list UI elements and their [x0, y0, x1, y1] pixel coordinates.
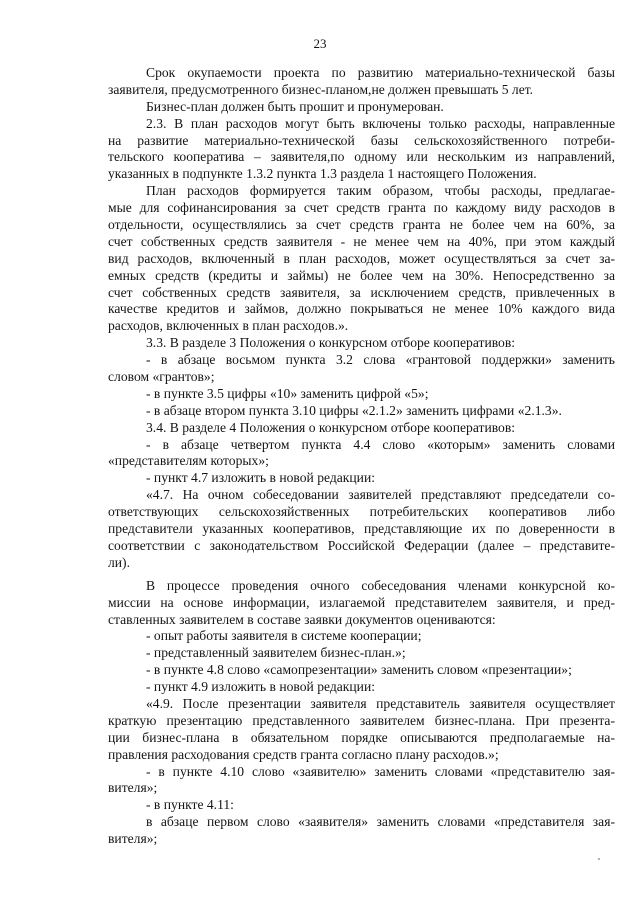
text-line: 3.4. В разделе 4 Положения о конкурсном отборе кооперативов:: [146, 419, 516, 435]
text-line: В процессе проведения очного собеседования членами конкурсной ко-: [146, 577, 615, 593]
text-line: словом «грантов»;: [108, 369, 215, 385]
text-line: - в пункте 3.5 цифры «10» заменить цифрой «5»;: [146, 385, 429, 401]
text-line: ставленных заявителем в составе заявки документов оцениваются:: [108, 611, 496, 627]
text-line: - в абзаце втором пункта 3.10 цифры «2.1.2» заменить цифрами «2.1.3».: [146, 402, 562, 418]
text-line: «4.9. После презентации заявителя представитель заявителя осуществляет: [146, 695, 615, 711]
text-line: ли).: [108, 554, 130, 570]
text-line: Бизнес-план должен быть прошит и пронумерован.: [146, 98, 444, 114]
text-line: ции бизнес-плана в обязательном порядке описываются предполагаемые на-: [108, 729, 615, 745]
text-line: «4.7. На очном собеседовании заявителей представляют председатели со-: [146, 487, 615, 503]
text-line: - пункт 4.7 изложить в новой редакции:: [146, 470, 376, 486]
text-line: миссии на основе информации, излагаемой представителем заявителя, и пред-: [108, 594, 615, 610]
text-line: емных средств (кредиты и займы) не более чем на 30%. Непосредственно за: [108, 267, 615, 283]
text-line: ответствующих сельскохозяйственных потребительских кооперативов либо: [108, 504, 615, 520]
text-line: вителя»;: [108, 780, 158, 796]
text-line: счет собственных средств заявителя - не менее чем на 40%, при этом каждый: [108, 233, 615, 249]
text-line: - в пункте 4.10 слово «заявителю» заменить словами «представителю зая-: [146, 763, 615, 779]
text-line: краткую презентацию представленного заявителем бизнес-плана. При презента-: [108, 712, 615, 728]
text-line: вителя»;: [108, 831, 158, 847]
text-line: План расходов формируется таким образом, чтобы расходы, предлагае-: [146, 183, 615, 199]
text-line: заявителя, предусмотренного бизнес-планом,не должен превышать 5 лет.: [108, 81, 534, 97]
text-line: в абзаце первом слово «заявителя» заменить словами «представителя зая-: [146, 814, 615, 830]
text-line: расходов, включенных в план расходов.».: [108, 318, 349, 334]
text-line: - представленный заявителем бизнес-план.»;: [146, 645, 406, 661]
text-line: Срок окупаемости проекта по развитию материально-технической базы: [146, 65, 615, 80]
text-line: тельского кооператива – заявителя,по одному или нескольким из направлений,: [108, 149, 615, 165]
text-line: - в абзаце восьмом пункта 3.2 слова «грантовой поддержки» заменить: [146, 352, 615, 368]
text-line: - в пункте 4.11:: [146, 797, 234, 813]
text-line: счет собственных средств заявителя, за исключением средств, привлеченных в: [108, 284, 615, 300]
scan-speck: [598, 858, 600, 860]
text-line: отдельности, осуществлялись за счет средств гранта не более чем на 60%, за: [108, 217, 615, 233]
text-line: вид расходов, включенный в план расходов, может осуществляться за счет за-: [108, 250, 615, 266]
text-line: на развитие материально-технической базы сельскохозяйственного потреби-: [108, 132, 615, 148]
text-line: - в абзаце четвертом пункта 4.4 слово «которым» заменить словами: [146, 436, 615, 452]
text-line: представители указанных кооперативов, представляющие их по доверенности в: [108, 521, 615, 537]
text-line: 2.3. В план расходов могут быть включены только расходы, направленные: [146, 115, 615, 131]
text-line: - пункт 4.9 изложить в новой редакции:: [146, 679, 376, 695]
text-line: указанных в подпункте 1.3.2 пункта 1.3 раздела 1 настоящего Положения.: [108, 166, 537, 182]
text-line: качестве кредитов и займов, должно покрываться не менее 10% каждого вида: [108, 301, 615, 317]
page-number: 23: [313, 36, 327, 51]
document-body: [108, 65, 615, 848]
text-line: 3.3. В разделе 3 Положения о конкурсном отборе кооперативов:: [146, 335, 516, 351]
text-line: «представителям которых»;: [108, 453, 269, 469]
text-line: соответствии с законодательством Российской Федерации (далее – представите-: [108, 537, 615, 553]
text-line: - опыт работы заявителя в системе кооперации;: [146, 628, 422, 644]
text-line: правления расходования средств гранта согласно плану расходов.»;: [108, 746, 499, 762]
text-line: - в пункте 4.8 слово «самопрезентации» заменить словом «презентации»;: [146, 662, 572, 678]
text-line: мые для софинансирования за счет средств гранта по каждому виду расходов в: [108, 200, 615, 216]
